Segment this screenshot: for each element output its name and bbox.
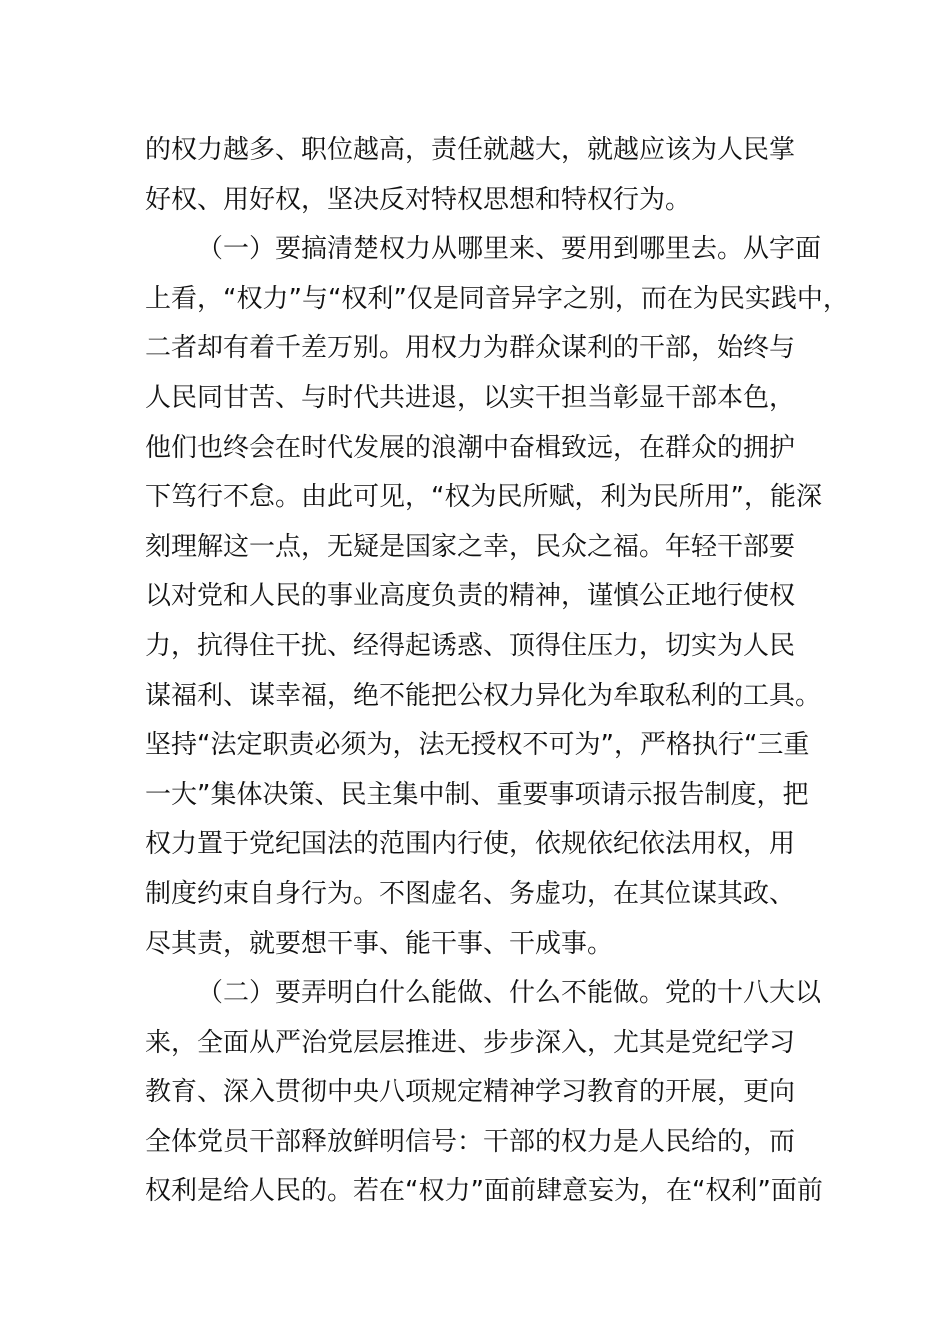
section-heading-1: （一）要搞清楚权力从哪里来、要用到哪里去。从字面 (197, 234, 822, 265)
body-text (145, 126, 849, 1217)
text-line: 刻理解这一点，无疑是国家之幸，民众之福。年轻干部要 (145, 531, 796, 562)
text-line: 坚持“法定职责必须为，法无授权不可为”，严格执行“三重 (145, 730, 810, 761)
text-line: 尽其责，就要想干事、能干事、干成事。 (145, 928, 614, 959)
text-line: 一大”集体决策、民主集中制、重要事项请示报告制度，把 (145, 779, 809, 810)
text-line: 制度约束自身行为。不图虚名、务虚功，在其位谋其政、 (145, 878, 796, 909)
text-line: 谋福利、谋幸福，绝不能把公权力异化为牟取私利的工具。 (145, 680, 822, 711)
text-line: 教育、深入贯彻中央八项规定精神学习教育的开展，更向 (145, 1077, 796, 1108)
text-line: 来，全面从严治党层层推进、步步深入，尤其是党纪学习 (145, 1027, 796, 1058)
text-line: 力，抗得住干扰、经得起诱惑、顶得住压力，切实为人民 (145, 630, 796, 661)
text-line: 全体党员干部释放鲜明信号：干部的权力是人民给的，而 (145, 1126, 796, 1157)
text-line: 权利是给人民的。若在“权力”面前肆意妄为，在“权利”面前 (145, 1176, 823, 1207)
text-line: 好权、用好权，坚决反对特权思想和特权行为。 (145, 184, 692, 215)
section-heading-2: （二）要弄明白什么能做、什么不能做。党的十八大以 (197, 978, 822, 1009)
text-line: 二者却有着千差万别。用权力为群众谋利的干部，始终与 (145, 333, 796, 364)
text-line: 人民同甘苦、与时代共进退，以实干担当彰显干部本色， (145, 382, 796, 413)
text-line: 他们也终会在时代发展的浪潮中奋楫致远，在群众的拥护 (145, 432, 796, 463)
text-line: 以对党和人民的事业高度负责的精神，谨慎公正地行使权 (145, 581, 796, 612)
text-line: 权力置于党纪国法的范围内行使，依规依纪依法用权，用 (145, 829, 796, 860)
text-line: 下笃行不怠。由此可见，“权为民所赋，利为民所用”，能深 (145, 482, 822, 513)
text-line: 的权力越多、职位越高，责任就越大，就越应该为人民掌 (145, 135, 796, 165)
text-line: 上看，“权力”与“权利”仅是同音异字之别，而在为民实践中， (145, 283, 849, 314)
